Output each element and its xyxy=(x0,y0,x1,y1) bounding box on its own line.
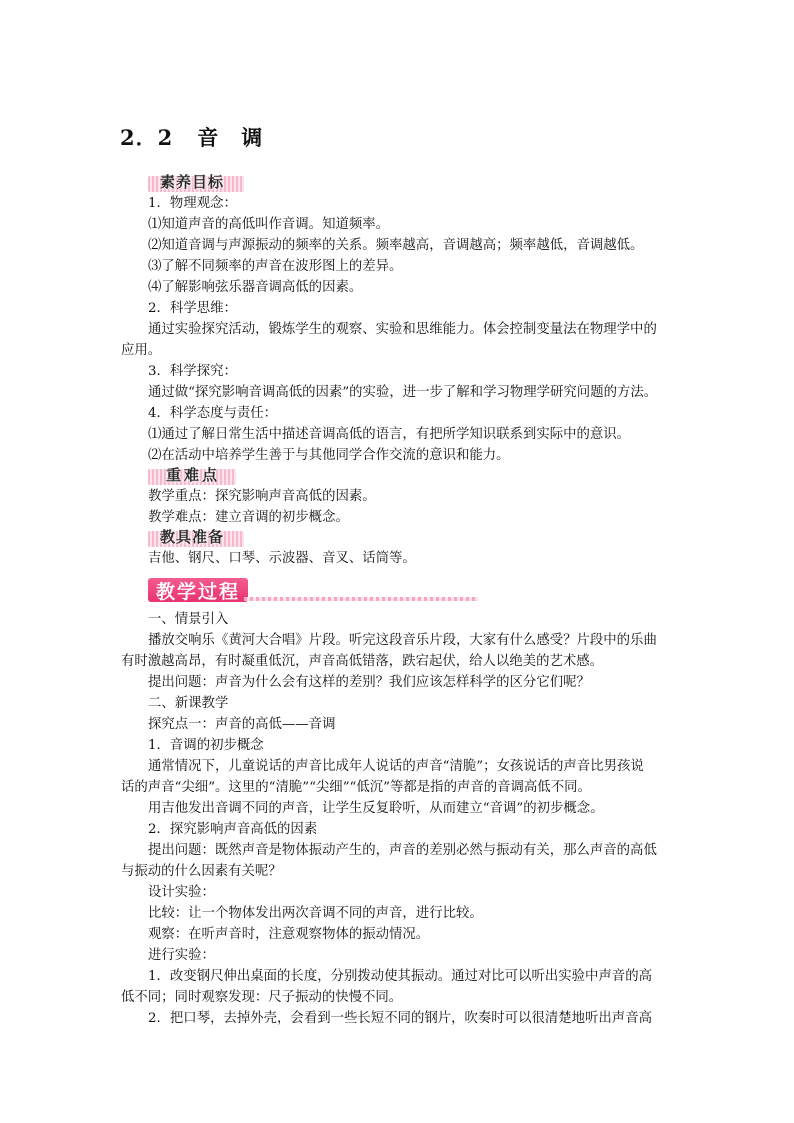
text-line: 提出问题：既然声音是物体振动产生的，声音的差别必然与振动有关，那么声音的高低 xyxy=(148,843,657,858)
text-line: 3．科学探究： xyxy=(148,364,237,379)
text-line: 通过实验探究活动，锻炼学生的观察、实验和思维能力。体会控制变量法在物理学中的 xyxy=(148,322,657,337)
text-line: ⑷了解影响弦乐器音调高低的因素。 xyxy=(148,280,363,295)
title-number: 2．2 xyxy=(120,125,174,150)
text-line: 进行实验： xyxy=(148,948,215,963)
text-line: 2．把口琴，去掉外壳，会看到一些长短不同的钢片，吹奏时可以很清楚地听出声音高 xyxy=(148,1011,652,1026)
text-line: ⑵在活动中培养学生善于与其他同学合作交流的意识和能力。 xyxy=(148,448,510,463)
section-goals-label: 素养目标 xyxy=(160,173,225,191)
title-char-1: 音 xyxy=(197,125,220,150)
text-line: ⑶了解不同频率的声音在波形图上的差异。 xyxy=(148,259,403,274)
title-char-2: 调 xyxy=(241,125,264,150)
text-line: ⑴通过了解日常生活中描述音调高低的语言，有把所学知识联系到实际中的意识。 xyxy=(148,427,631,442)
text-line: 用吉他发出音调不同的声音，让学生反复聆听，从而建立“音调”的初步概念。 xyxy=(148,801,604,816)
text-line: 探究点一：声音的高低——音调 xyxy=(148,717,336,732)
text-line: 教学难点：建立音调的初步概念。 xyxy=(148,510,349,525)
section-materials-label: 教具准备 xyxy=(160,528,225,546)
text-line: 通常情况下，儿童说话的声音比成年人说话的声音“清脆”；女孩说话的声音比男孩说 xyxy=(148,759,644,774)
text-line: 话的声音“尖细”。这里的“清脆”“尖细”“低沉”等都是指的声音的音调高低不同。 xyxy=(121,780,591,795)
section-goals-badge xyxy=(148,172,244,194)
text-line: 4．科学态度与责任： xyxy=(148,406,278,421)
text-line: 1．音调的初步概念 xyxy=(148,738,264,753)
section-process-label: 教学过程 xyxy=(156,581,241,603)
text-line: 2．探究影响声音高低的因素 xyxy=(148,822,318,837)
text-line: 一、情景引入 xyxy=(148,612,229,627)
text-line: 1．物理观念： xyxy=(148,196,237,211)
text-line: 播放交响乐《黄河大合唱》片段。听完这段音乐片段，大家有什么感受？片段中的乐曲 xyxy=(148,633,657,648)
text-line: 1．改变钢尺伸出桌面的长度，分别拨动使其振动。通过对比可以听出实验中声音的高 xyxy=(148,969,652,984)
text-line: 应用。 xyxy=(121,343,162,358)
text-line: 吉他、钢尺、口琴、示波器、音叉、话筒等。 xyxy=(148,551,416,566)
text-line: ⑴知道声音的高低叫作音调。知道频率。 xyxy=(148,217,390,232)
text-line: 与振动的什么因素有关呢？ xyxy=(121,864,282,879)
text-line: 通过做“探究影响音调高低的因素”的实验，进一步了解和学习物理学研究问题的方法。 xyxy=(148,385,658,400)
text-line: 有时激越高昂，有时凝重低沉，声音高低错落，跌宕起伏，给人以绝美的艺术感。 xyxy=(121,654,604,669)
text-line: ⑵知道音调与声源振动的频率的关系。频率越高，音调越高；频率越低，音调越低。 xyxy=(148,238,644,253)
text-line: 提出问题：声音为什么会有这样的差别？我们应该怎样科学的区分它们呢？ xyxy=(148,675,590,690)
text-line: 2．科学思维： xyxy=(148,301,237,316)
text-line: 教学重点：探究影响声音高低的因素。 xyxy=(148,489,376,504)
text-line: 设计实验： xyxy=(148,885,215,900)
section-key-points-label: 重难点 xyxy=(166,466,221,484)
section-materials-badge xyxy=(148,527,244,549)
section-process-badge xyxy=(148,572,478,604)
text-line: 比较：让一个物体发出两次音调不同的声音，进行比较。 xyxy=(148,906,483,921)
page-title xyxy=(120,122,263,152)
text-line: 二、新课教学 xyxy=(148,696,229,711)
text-line: 低不同；同时观察发现：尺子振动的快慢不同。 xyxy=(121,990,403,1005)
text-line: 观察：在听声音时，注意观察物体的振动情况。 xyxy=(148,927,430,942)
section-key-points-badge xyxy=(148,465,236,487)
